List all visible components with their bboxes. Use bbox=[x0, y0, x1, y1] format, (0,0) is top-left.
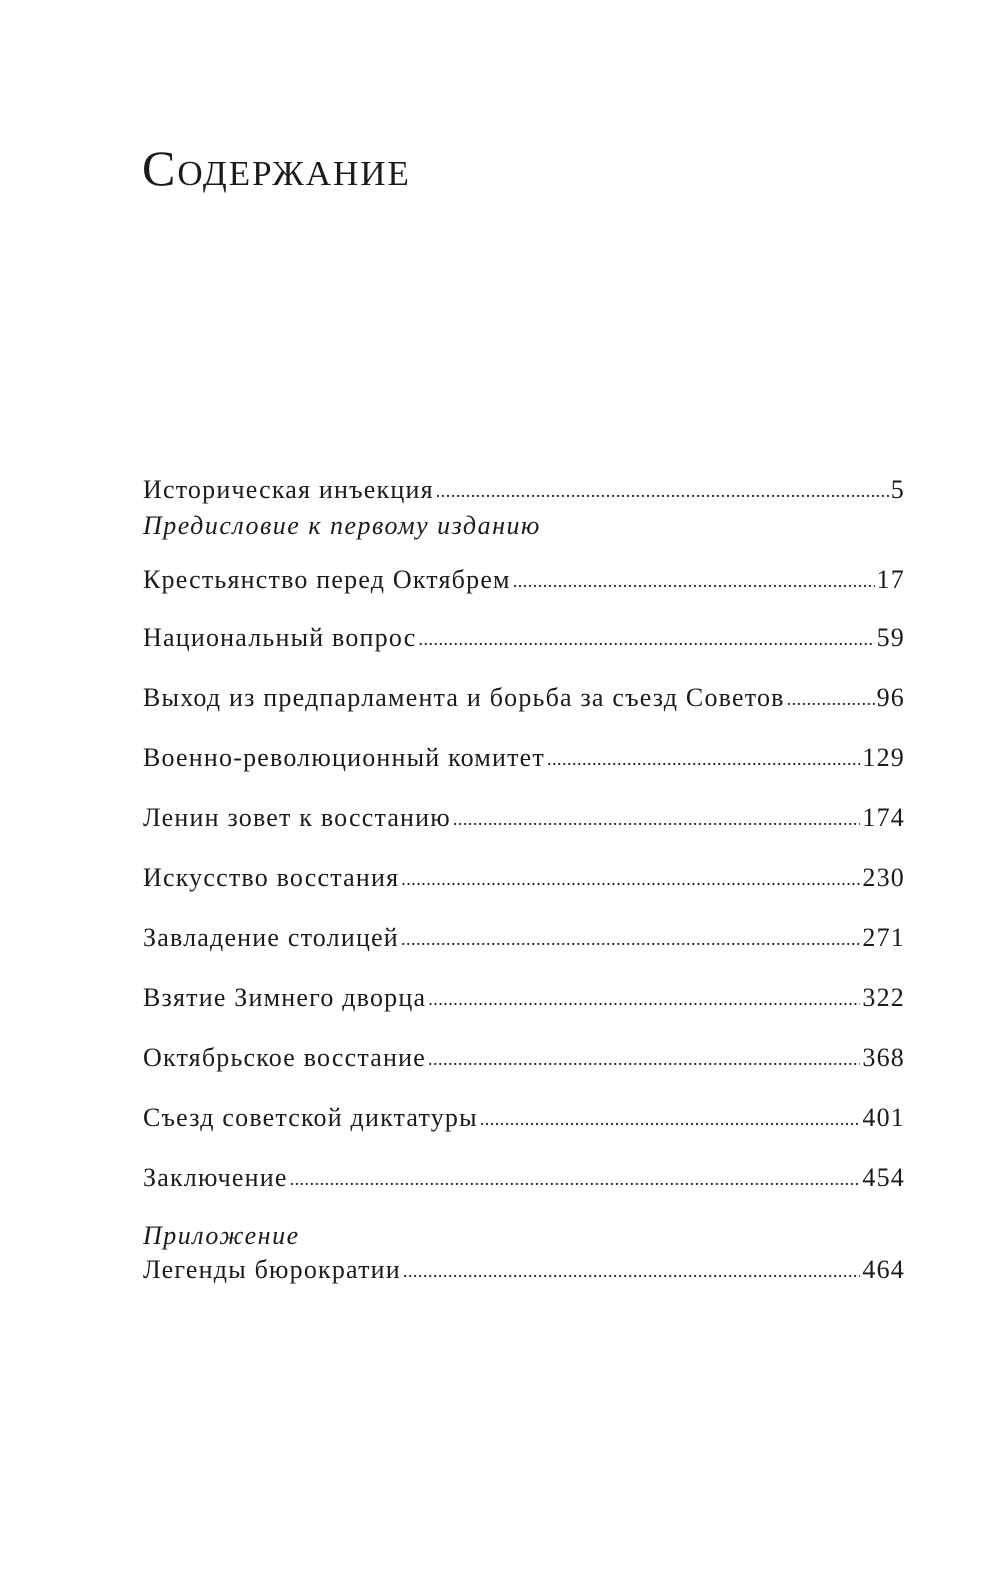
toc-row bbox=[143, 922, 905, 956]
dot-leader bbox=[401, 861, 860, 895]
toc-entry bbox=[143, 742, 905, 776]
toc-entry-title: Завладение столицей bbox=[143, 923, 399, 952]
toc-row bbox=[143, 474, 905, 508]
dot-leader bbox=[453, 801, 860, 835]
toc-page-number: 401 bbox=[862, 1103, 905, 1132]
toc-row bbox=[143, 564, 905, 598]
toc-page-number: 59 bbox=[876, 623, 905, 652]
toc-row bbox=[143, 622, 905, 656]
dot-leader bbox=[547, 741, 860, 775]
toc-row bbox=[143, 1042, 905, 1076]
toc-entry bbox=[143, 922, 905, 956]
toc-entry bbox=[143, 1042, 905, 1076]
toc-page-number: 174 bbox=[862, 803, 905, 832]
toc-page-number: 17 bbox=[876, 565, 905, 594]
toc-row bbox=[143, 802, 905, 836]
toc-entry-title: Взятие Зимнего дворца bbox=[143, 983, 427, 1012]
toc-entry-subtitle: Предисловие к первому изданию bbox=[143, 511, 541, 540]
toc-section-label: Приложение bbox=[143, 1221, 300, 1250]
toc-entry-title: Октябрьское восстание bbox=[143, 1043, 426, 1072]
toc-row bbox=[143, 682, 905, 716]
toc-row bbox=[143, 1254, 905, 1288]
toc-entry bbox=[143, 682, 905, 716]
toc-page-number: 129 bbox=[862, 743, 905, 772]
toc-entry-title: Национальный вопрос bbox=[143, 623, 417, 652]
toc-row bbox=[143, 1162, 905, 1196]
toc-page-number: 368 bbox=[862, 1043, 905, 1072]
toc-row bbox=[143, 1102, 905, 1136]
toc-row bbox=[143, 742, 905, 776]
toc-page-number: 464 bbox=[862, 1255, 905, 1284]
dot-leader bbox=[428, 1041, 860, 1075]
dot-leader bbox=[418, 621, 874, 655]
toc-entry bbox=[143, 1162, 905, 1196]
toc-entry-title: Заключение bbox=[143, 1163, 288, 1192]
dot-leader bbox=[480, 1101, 861, 1135]
toc-entry-title: Легенды бюрократии bbox=[143, 1255, 401, 1284]
toc-row bbox=[143, 982, 905, 1016]
toc-entry bbox=[143, 802, 905, 836]
dot-leader bbox=[401, 921, 860, 955]
toc-page-number: 230 bbox=[862, 863, 905, 892]
page-title: Содержание bbox=[142, 140, 411, 196]
toc-entry bbox=[143, 1102, 905, 1136]
toc-entry-title: Историческая инъекция bbox=[143, 475, 434, 504]
toc-entry-title: Военно-революционный комитет bbox=[143, 743, 545, 772]
toc-row bbox=[143, 862, 905, 896]
toc-entry-title: Выход из предпарламента и борьба за съезд Советов bbox=[143, 683, 785, 712]
toc-entry-appendix bbox=[143, 1220, 905, 1288]
toc-entry bbox=[143, 474, 905, 542]
dot-leader bbox=[513, 563, 875, 597]
toc-entry-title: Крестьянство перед Октябрем bbox=[143, 565, 511, 594]
toc-page-number: 271 bbox=[862, 923, 905, 952]
dot-leader bbox=[403, 1253, 860, 1287]
toc-entry bbox=[143, 622, 905, 656]
toc-entry-title: Ленин зовет к восстанию bbox=[143, 803, 451, 832]
toc-entry bbox=[143, 564, 905, 598]
toc-entry bbox=[143, 862, 905, 896]
toc-page-number: 96 bbox=[876, 683, 905, 712]
toc-page-number: 454 bbox=[862, 1163, 905, 1192]
dot-leader bbox=[436, 473, 889, 507]
toc-entry-title: Съезд советской диктатуры bbox=[143, 1103, 478, 1132]
toc-entry-title: Искусство восстания bbox=[143, 863, 400, 892]
dot-leader bbox=[428, 981, 860, 1015]
dot-leader bbox=[787, 681, 875, 715]
dot-leader bbox=[290, 1161, 861, 1195]
toc-page-number: 322 bbox=[862, 983, 905, 1012]
toc-page-number: 5 bbox=[890, 475, 905, 504]
toc-entry bbox=[143, 982, 905, 1016]
